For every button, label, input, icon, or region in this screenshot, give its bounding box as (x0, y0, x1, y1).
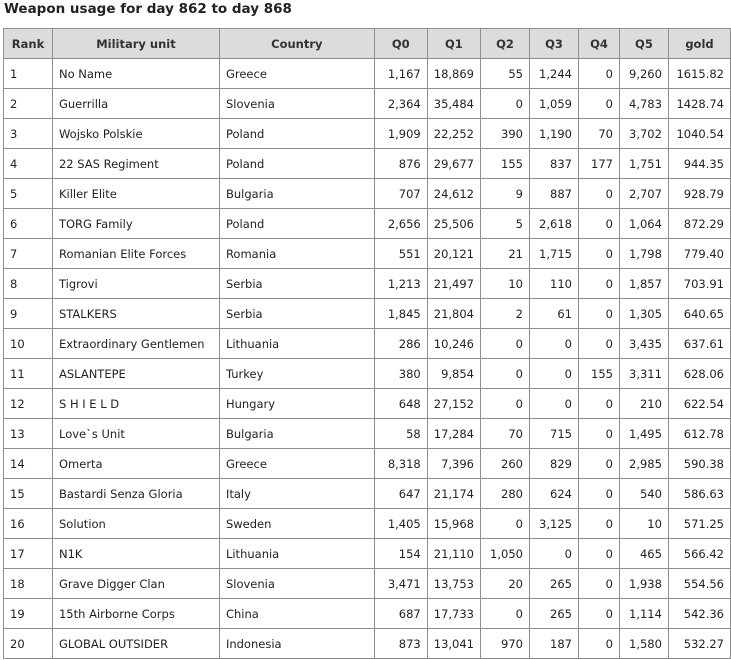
cell-q2: 0 (481, 329, 530, 359)
cell-country: Serbia (219, 269, 374, 299)
cell-q4: 0 (578, 59, 619, 89)
cell-country: Hungary (219, 389, 374, 419)
cell-q4: 0 (578, 509, 619, 539)
cell-country: Bulgaria (219, 419, 374, 449)
cell-q4: 155 (578, 359, 619, 389)
cell-q1: 9,854 (427, 359, 480, 389)
cell-q0: 687 (374, 599, 427, 629)
cell-q5: 1,938 (619, 569, 668, 599)
cell-gold: 928.79 (668, 179, 730, 209)
cell-q5: 3,311 (619, 359, 668, 389)
table-row (4, 629, 731, 659)
cell-q0: 2,656 (374, 209, 427, 239)
cell-q4: 0 (578, 209, 619, 239)
cell-q1: 13,041 (427, 629, 480, 659)
cell-q5: 1,857 (619, 269, 668, 299)
column-header-q5: Q5 (619, 29, 668, 59)
cell-country: Turkey (219, 359, 374, 389)
cell-q1: 17,733 (427, 599, 480, 629)
cell-military-unit: Killer Elite (52, 179, 219, 209)
cell-rank: 8 (4, 269, 53, 299)
cell-q1: 35,484 (427, 89, 480, 119)
cell-q3: 1,059 (529, 89, 578, 119)
column-header-q1: Q1 (427, 29, 480, 59)
cell-q4: 0 (578, 179, 619, 209)
cell-gold: 703.91 (668, 269, 730, 299)
table-row (4, 299, 731, 329)
cell-q2: 0 (481, 509, 530, 539)
cell-q1: 24,612 (427, 179, 480, 209)
cell-gold: 571.25 (668, 509, 730, 539)
table-row (4, 209, 731, 239)
cell-rank: 6 (4, 209, 53, 239)
cell-country: Lithuania (219, 329, 374, 359)
cell-q0: 8,318 (374, 449, 427, 479)
column-header-q4: Q4 (578, 29, 619, 59)
cell-q0: 2,364 (374, 89, 427, 119)
cell-q0: 380 (374, 359, 427, 389)
cell-q1: 17,284 (427, 419, 480, 449)
cell-q0: 551 (374, 239, 427, 269)
table-header-row (4, 29, 731, 59)
cell-q2: 0 (481, 359, 530, 389)
cell-q0: 873 (374, 629, 427, 659)
cell-q0: 707 (374, 179, 427, 209)
cell-gold: 542.36 (668, 599, 730, 629)
cell-military-unit: Guerrilla (52, 89, 219, 119)
cell-country: Poland (219, 149, 374, 179)
cell-q0: 154 (374, 539, 427, 569)
table-row (4, 509, 731, 539)
cell-gold: 1615.82 (668, 59, 730, 89)
cell-q2: 20 (481, 569, 530, 599)
cell-q3: 3,125 (529, 509, 578, 539)
cell-q1: 18,869 (427, 59, 480, 89)
cell-country: Greece (219, 59, 374, 89)
cell-rank: 19 (4, 599, 53, 629)
cell-country: Italy (219, 479, 374, 509)
cell-q4: 0 (578, 569, 619, 599)
cell-rank: 2 (4, 89, 53, 119)
table-row (4, 599, 731, 629)
cell-q2: 280 (481, 479, 530, 509)
cell-gold: 612.78 (668, 419, 730, 449)
cell-rank: 7 (4, 239, 53, 269)
cell-q0: 1,167 (374, 59, 427, 89)
cell-gold: 1428.74 (668, 89, 730, 119)
cell-q2: 390 (481, 119, 530, 149)
cell-q5: 1,580 (619, 629, 668, 659)
cell-country: Bulgaria (219, 179, 374, 209)
cell-q3: 110 (529, 269, 578, 299)
cell-q3: 2,618 (529, 209, 578, 239)
cell-gold: 640.65 (668, 299, 730, 329)
table-row (4, 59, 731, 89)
cell-q3: 187 (529, 629, 578, 659)
cell-q5: 3,435 (619, 329, 668, 359)
cell-q2: 70 (481, 419, 530, 449)
cell-q0: 3,471 (374, 569, 427, 599)
cell-q3: 1,190 (529, 119, 578, 149)
cell-q4: 0 (578, 329, 619, 359)
cell-q1: 29,677 (427, 149, 480, 179)
cell-military-unit: Wojsko Polskie (52, 119, 219, 149)
cell-military-unit: 15th Airborne Corps (52, 599, 219, 629)
cell-rank: 12 (4, 389, 53, 419)
cell-country: Poland (219, 119, 374, 149)
cell-gold: 554.56 (668, 569, 730, 599)
cell-q4: 0 (578, 299, 619, 329)
column-header-q2: Q2 (481, 29, 530, 59)
cell-q4: 0 (578, 269, 619, 299)
cell-q0: 647 (374, 479, 427, 509)
table-row (4, 569, 731, 599)
cell-q4: 0 (578, 479, 619, 509)
cell-q0: 648 (374, 389, 427, 419)
cell-military-unit: STALKERS (52, 299, 219, 329)
table-row (4, 449, 731, 479)
cell-military-unit: S H I E L D (52, 389, 219, 419)
cell-rank: 15 (4, 479, 53, 509)
cell-military-unit: N1K (52, 539, 219, 569)
cell-q1: 15,968 (427, 509, 480, 539)
cell-q5: 10 (619, 509, 668, 539)
cell-q0: 1,405 (374, 509, 427, 539)
cell-q5: 1,305 (619, 299, 668, 329)
cell-gold: 637.61 (668, 329, 730, 359)
column-header-gold: gold (668, 29, 730, 59)
cell-q3: 887 (529, 179, 578, 209)
cell-country: Lithuania (219, 539, 374, 569)
cell-rank: 11 (4, 359, 53, 389)
table-row (4, 329, 731, 359)
cell-gold: 532.27 (668, 629, 730, 659)
table-row (4, 389, 731, 419)
cell-country: Indonesia (219, 629, 374, 659)
cell-q1: 25,506 (427, 209, 480, 239)
cell-q3: 624 (529, 479, 578, 509)
cell-q5: 540 (619, 479, 668, 509)
cell-q3: 829 (529, 449, 578, 479)
cell-q5: 1,064 (619, 209, 668, 239)
cell-military-unit: TORG Family (52, 209, 219, 239)
cell-rank: 10 (4, 329, 53, 359)
cell-q1: 21,497 (427, 269, 480, 299)
cell-q3: 0 (529, 389, 578, 419)
cell-q2: 10 (481, 269, 530, 299)
cell-q4: 70 (578, 119, 619, 149)
cell-military-unit: Extraordinary Gentlemen (52, 329, 219, 359)
cell-q2: 2 (481, 299, 530, 329)
page-title: Weapon usage for day 862 to day 868 (4, 1, 292, 17)
cell-q2: 55 (481, 59, 530, 89)
cell-gold: 1040.54 (668, 119, 730, 149)
table-row (4, 269, 731, 299)
cell-q5: 4,783 (619, 89, 668, 119)
cell-q0: 1,213 (374, 269, 427, 299)
cell-q0: 58 (374, 419, 427, 449)
cell-q0: 876 (374, 149, 427, 179)
cell-q4: 0 (578, 539, 619, 569)
cell-q3: 61 (529, 299, 578, 329)
cell-q5: 9,260 (619, 59, 668, 89)
cell-military-unit: 22 SAS Regiment (52, 149, 219, 179)
cell-q4: 0 (578, 449, 619, 479)
cell-q0: 1,909 (374, 119, 427, 149)
cell-q3: 0 (529, 359, 578, 389)
cell-q3: 715 (529, 419, 578, 449)
cell-rank: 4 (4, 149, 53, 179)
cell-q4: 0 (578, 629, 619, 659)
cell-military-unit: No Name (52, 59, 219, 89)
cell-gold: 872.29 (668, 209, 730, 239)
cell-country: Greece (219, 449, 374, 479)
table-body (4, 59, 731, 659)
cell-q3: 0 (529, 329, 578, 359)
cell-military-unit: Grave Digger Clan (52, 569, 219, 599)
cell-q1: 20,121 (427, 239, 480, 269)
cell-military-unit: ASLANTEPE (52, 359, 219, 389)
cell-q0: 286 (374, 329, 427, 359)
weapon-usage-table (3, 28, 731, 659)
table-row (4, 539, 731, 569)
table-row (4, 239, 731, 269)
cell-q2: 5 (481, 209, 530, 239)
cell-q5: 3,702 (619, 119, 668, 149)
cell-q2: 260 (481, 449, 530, 479)
cell-q1: 13,753 (427, 569, 480, 599)
column-header-military-unit: Military unit (52, 29, 219, 59)
cell-q1: 21,804 (427, 299, 480, 329)
cell-q2: 1,050 (481, 539, 530, 569)
column-header-rank: Rank (4, 29, 53, 59)
cell-q2: 970 (481, 629, 530, 659)
table-row (4, 419, 731, 449)
cell-q2: 155 (481, 149, 530, 179)
cell-rank: 5 (4, 179, 53, 209)
cell-gold: 628.06 (668, 359, 730, 389)
cell-q3: 1,244 (529, 59, 578, 89)
cell-q3: 265 (529, 569, 578, 599)
table-row (4, 359, 731, 389)
cell-q3: 1,715 (529, 239, 578, 269)
column-header-country: Country (219, 29, 374, 59)
cell-q4: 0 (578, 89, 619, 119)
cell-rank: 14 (4, 449, 53, 479)
cell-military-unit: Omerta (52, 449, 219, 479)
cell-rank: 3 (4, 119, 53, 149)
cell-q2: 0 (481, 89, 530, 119)
cell-q1: 10,246 (427, 329, 480, 359)
cell-gold: 779.40 (668, 239, 730, 269)
cell-gold: 944.35 (668, 149, 730, 179)
cell-q5: 1,495 (619, 419, 668, 449)
cell-military-unit: Romanian Elite Forces (52, 239, 219, 269)
cell-q4: 0 (578, 419, 619, 449)
cell-gold: 622.54 (668, 389, 730, 419)
table-row (4, 89, 731, 119)
cell-q2: 0 (481, 389, 530, 419)
cell-country: Poland (219, 209, 374, 239)
cell-military-unit: GLOBAL OUTSIDER (52, 629, 219, 659)
cell-military-unit: Tigrovi (52, 269, 219, 299)
cell-q5: 210 (619, 389, 668, 419)
cell-rank: 1 (4, 59, 53, 89)
cell-q1: 21,174 (427, 479, 480, 509)
cell-q1: 21,110 (427, 539, 480, 569)
cell-q2: 21 (481, 239, 530, 269)
cell-q5: 2,707 (619, 179, 668, 209)
cell-q1: 27,152 (427, 389, 480, 419)
cell-rank: 17 (4, 539, 53, 569)
cell-rank: 18 (4, 569, 53, 599)
cell-q0: 1,845 (374, 299, 427, 329)
table-row (4, 179, 731, 209)
cell-military-unit: Solution (52, 509, 219, 539)
cell-gold: 566.42 (668, 539, 730, 569)
cell-country: Romania (219, 239, 374, 269)
cell-gold: 586.63 (668, 479, 730, 509)
table-row (4, 149, 731, 179)
cell-q5: 465 (619, 539, 668, 569)
cell-q1: 7,396 (427, 449, 480, 479)
cell-q3: 0 (529, 539, 578, 569)
cell-military-unit: Love`s Unit (52, 419, 219, 449)
cell-q5: 2,985 (619, 449, 668, 479)
cell-country: Serbia (219, 299, 374, 329)
cell-q4: 0 (578, 389, 619, 419)
column-header-q0: Q0 (374, 29, 427, 59)
cell-q5: 1,751 (619, 149, 668, 179)
cell-q3: 265 (529, 599, 578, 629)
cell-rank: 9 (4, 299, 53, 329)
cell-q5: 1,798 (619, 239, 668, 269)
cell-q1: 22,252 (427, 119, 480, 149)
cell-military-unit: Bastardi Senza Gloria (52, 479, 219, 509)
cell-q4: 177 (578, 149, 619, 179)
cell-gold: 590.38 (668, 449, 730, 479)
cell-country: China (219, 599, 374, 629)
table-row (4, 479, 731, 509)
cell-q5: 1,114 (619, 599, 668, 629)
cell-country: Slovenia (219, 89, 374, 119)
cell-rank: 16 (4, 509, 53, 539)
cell-q2: 9 (481, 179, 530, 209)
cell-q3: 837 (529, 149, 578, 179)
cell-country: Slovenia (219, 569, 374, 599)
cell-q4: 0 (578, 599, 619, 629)
cell-rank: 20 (4, 629, 53, 659)
cell-q4: 0 (578, 239, 619, 269)
cell-rank: 13 (4, 419, 53, 449)
cell-q2: 0 (481, 599, 530, 629)
table-row (4, 119, 731, 149)
cell-country: Sweden (219, 509, 374, 539)
column-header-q3: Q3 (529, 29, 578, 59)
